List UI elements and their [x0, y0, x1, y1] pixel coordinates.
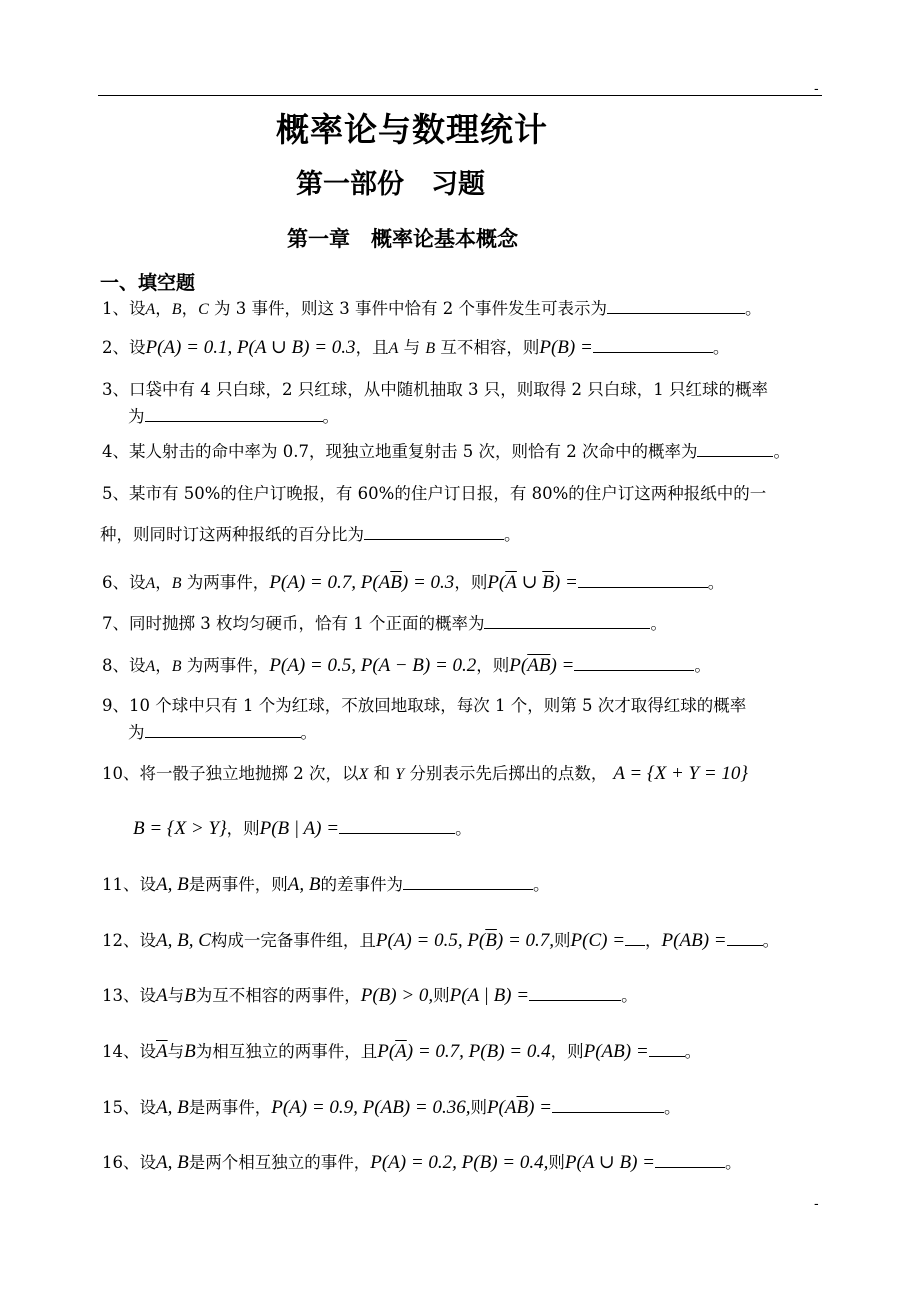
- answer-blank: [697, 442, 773, 457]
- answer-blank: [578, 573, 708, 588]
- question-8: 8、设A，B 为两事件，P(A) = 0.5, P(A − B) = 0.2，则$P(\overline{AB})$ = 。: [102, 655, 711, 676]
- question-9-line1: 9、10 个球中只有 1 个为红球，不放回地取球，每次 1 个，则第 5 次才取得红球的概率: [102, 696, 747, 715]
- question-5-line2: 种，则同时订这两种报纸的百分比为 。: [100, 525, 521, 544]
- question-16: 16、设A, B是两个相互独立的事件，P(A) = 0.2, P(B) = 0.4,则P(A ∪ B) = 。: [102, 1152, 742, 1173]
- question-10-line1: 10、将一骰子独立地抛掷 2 次，以X 和 Y 分别表示先后掷出的点数， A = {X + Y = 10}: [102, 763, 749, 784]
- question-2: 2、设P(A) = 0.1, P(A ∪ B) = 0.3，且A 与 B 互不相容，则P(B) = 。: [102, 337, 730, 358]
- question-3-line1: 3、口袋中有 4 只白球，2 只红球，从中随机抽取 3 只，则取得 2 只白球，1 只红球的概率: [102, 380, 768, 399]
- answer-blank: [655, 1153, 725, 1168]
- question-6: 6、设A，B 为两事件，P(A) = 0.7, $P(A\overline{B}) = 0.3$，则$P(\overline{A}$ ∪ $\overline{B}$) = 。: [102, 572, 725, 593]
- header-rule: [98, 95, 822, 96]
- section-heading: 一、填空题: [100, 272, 196, 294]
- answer-blank: [649, 1042, 685, 1057]
- answer-blank: [145, 407, 323, 422]
- question-1: 1、设A，B，C 为 3 事件，则这 3 事件中恰有 2 个事件发生可表示为 。: [102, 299, 762, 318]
- answer-blank: [625, 931, 645, 946]
- question-5-line1: 5、某市有 50%的住户订晚报，有 60%的住户订日报，有 80%的住户订这两种报纸中的一: [102, 484, 767, 503]
- answer-blank: [529, 986, 621, 1001]
- answer-blank: [607, 299, 745, 314]
- chapter-title: 第一章 概率论基本概念: [287, 227, 518, 251]
- answer-blank: [574, 656, 694, 671]
- question-12: 12、设A, B, C构成一完备事件组，且P(A) = 0.5, $P(\overline{B}) = 0.7$,则P(C) = ，P(AB) = 。: [102, 930, 780, 951]
- page-title: 概率论与数理统计: [276, 110, 548, 149]
- answer-blank: [484, 614, 650, 629]
- question-9-line2: 为 。: [128, 723, 317, 742]
- answer-blank: [552, 1098, 664, 1113]
- question-14: 14、设$\overline{A}$与B为相互独立的两事件，且$P(\overline{A}) = 0.7$, P(B) = 0.4，则P(AB) = 。: [102, 1041, 702, 1062]
- answer-blank: [727, 931, 763, 946]
- answer-blank: [339, 819, 455, 834]
- question-10-line2: B = {X > Y}，则P(B | A) = 。: [133, 818, 472, 839]
- question-13: 13、设A与B为互不相容的两事件，P(B) > 0,则P(A | B) = 。: [102, 985, 638, 1006]
- question-3-line2: 为 。: [128, 407, 339, 426]
- answer-blank: [403, 875, 533, 890]
- question-11: 11、设A, B是两事件，则A, B的差事件为 。: [102, 874, 550, 895]
- footer-mark: -: [814, 1195, 819, 1211]
- question-7: 7、同时抛掷 3 枚均匀硬币，恰有 1 个正面的概率为 。: [102, 614, 667, 633]
- answer-blank: [145, 723, 301, 738]
- header-mark: -: [814, 80, 819, 96]
- question-4: 4、某人射击的命中率为 0.7，现独立地重复射击 5 次，则恰有 2 次命中的概率为 。: [102, 442, 790, 461]
- part-title: 第一部份 习题: [296, 169, 485, 200]
- question-15: 15、设A, B是两事件，P(A) = 0.9, P(AB) = 0.36,则$P(A\overline{B})$ = 。: [102, 1097, 681, 1118]
- answer-blank: [593, 338, 713, 353]
- answer-blank: [364, 525, 504, 540]
